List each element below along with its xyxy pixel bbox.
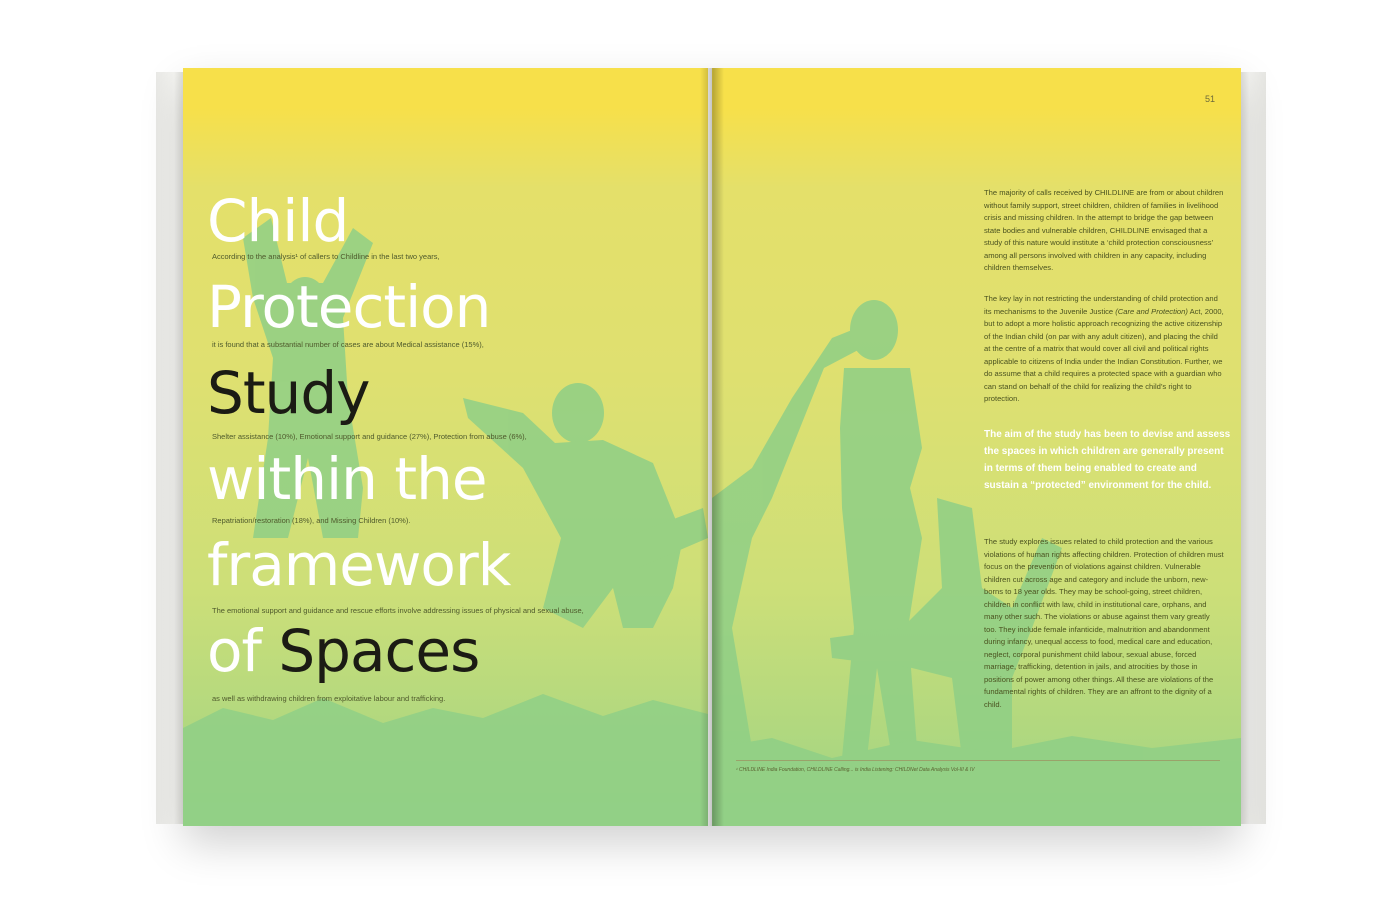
stat-line-6: as well as withdrawing children from exploitative labour and trafficking. <box>212 694 446 703</box>
stat-line-4: Repatriation/restoration (18%), and Missing Children (10%). <box>212 516 411 525</box>
body-paragraph-2 <box>984 293 1224 406</box>
headline-line-within-the: within the <box>207 445 487 513</box>
paragraph-2-italic: (Care and Protection) <box>1115 306 1188 316</box>
stat-line-2: it is found that a substantial number of cases are about Medical assistance (15%), <box>212 340 484 349</box>
paragraph-2-part-b: Act, 2000, but to adopt a more holistic approach recognizing the active citizenship of the Indian child (on par with any adult citizen), and placing the child at the centre of a matrix that would cover all civil and political rights applicable to citizens of India under the Indian Constitution. Further, we do assume that a child requires a protected space with a guardian who can stand on behalf of the child for realizing the child’s right to protection. <box>984 306 1224 403</box>
paragraph-3-text: The study explores issues related to child protection and the various violations of human rights affecting children. Protection of children must focus on the prevention of violations against children. Vulnerable children cut across age and category and include the unborn, new-borns to 18 year olds. They may be school-going, street children, children in conflict with law, child in institutional care, orphans, and many other such. The violations or abuse against them vary greatly too. They include female infanticide, malnutrition and abandonment during infancy, unequal access to food, medical care and education, neglect, corporal punishment child labour, sexual abuse, forced marriage, trafficking, detention in jails, and atrocities by those in positions of power among other things. All these are violations of the fundamental rights of children. They are an affront to the dignity of a child. <box>984 537 1224 709</box>
footnote: ¹ CHILDLINE India Foundation, CHILDLINE Calling... is India Listening: CHILDNet Data Analysis Vol-III & IV <box>736 767 975 773</box>
pull-quote: The aim of the study has been to devise and assess the spaces in which children are generally present in terms of them being enabled to create and sustain a “protected” environment for the child. <box>984 429 1231 491</box>
stat-line-3: Shelter assistance (10%), Emotional support and guidance (27%), Protection from abuse (6%), <box>212 432 527 441</box>
page-stack-right-edge <box>1238 72 1266 824</box>
page-number: 51 <box>1204 94 1215 104</box>
headline-line-study: Study <box>207 359 370 427</box>
left-page <box>183 68 708 826</box>
right-page <box>712 68 1241 826</box>
headline-line-child: Child <box>207 187 349 255</box>
headline-line-protection: Protection <box>207 273 491 341</box>
headline-word-of: of <box>207 617 261 685</box>
paragraph-1-text: The majority of calls received by CHILDLINE are from or about children without family support, street children, children of families in livelihood crisis and missing children. In the attempt to bridge the gap between state bodies and vulnerable children, CHILDLINE envisaged that a study of this nature would institute a ‘child protection consciousness’ among all persons involved with children in any capacity, including children themselves. <box>984 188 1224 272</box>
paragraph-2-part-a: The key lay in not restricting the understanding of child protection and its mechanisms to the Juvenile Justice <box>984 294 1218 316</box>
paragraph-2-text <box>984 293 1224 406</box>
headline-word-spaces: Spaces <box>278 617 480 685</box>
page-stack-left-edge <box>156 72 186 824</box>
stat-line-1: According to the analysis¹ of callers to Childline in the last two years, <box>212 252 440 261</box>
headline-line-of-spaces <box>207 608 510 694</box>
body-paragraph-3 <box>984 536 1224 711</box>
footnote-divider <box>736 760 1220 761</box>
headline-line-framework: framework <box>207 531 511 599</box>
stat-line-5: The emotional support and guidance and rescue efforts involve addressing issues of physical and sexual abuse, <box>212 606 584 615</box>
body-paragraph-1 <box>984 187 1224 275</box>
